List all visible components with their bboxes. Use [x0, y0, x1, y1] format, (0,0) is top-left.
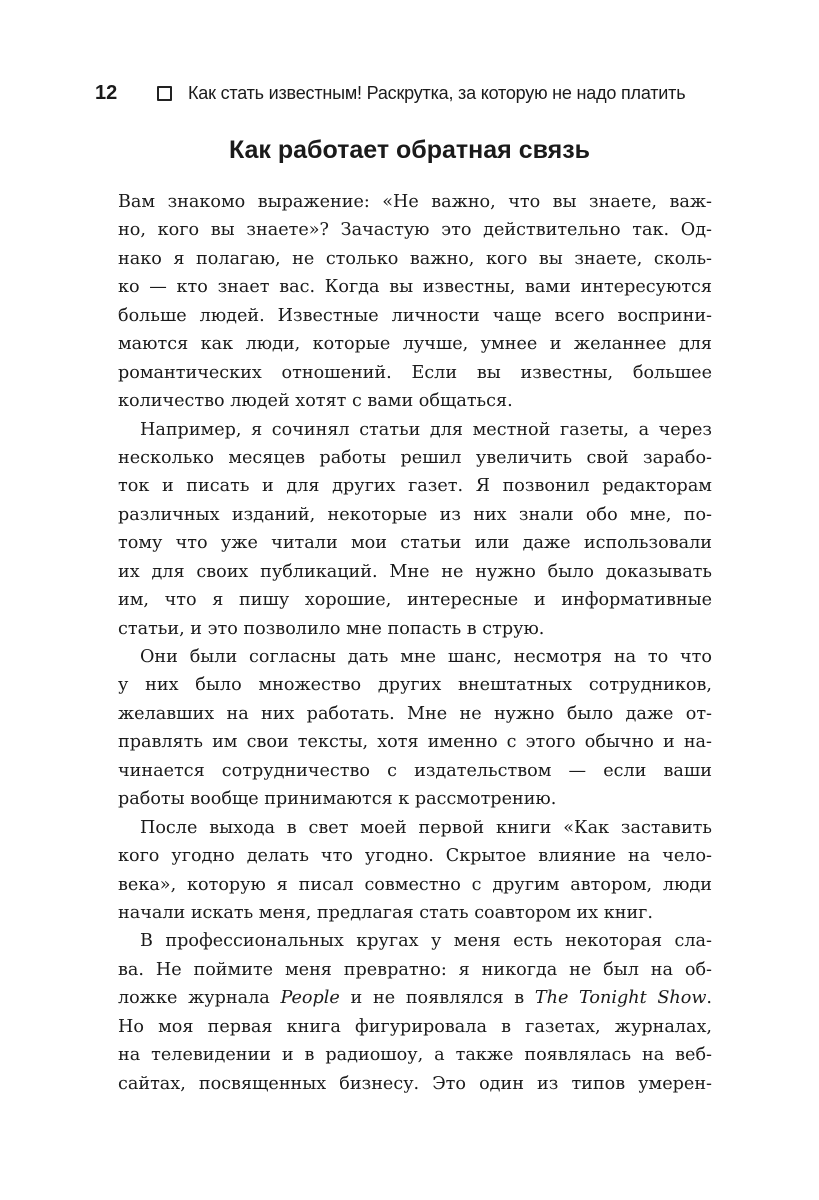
text-line: тому что уже читали мои статьи или даже использовали	[118, 533, 712, 554]
text-line: чинается сотрудничество с издательством — если ваши	[118, 760, 712, 781]
body-text	[118, 188, 712, 1098]
text-line	[118, 984, 712, 1012]
text-line: После выхода в свет моей первой книги «Как заставить	[140, 817, 712, 838]
text-line: кого угодно делать что угодно. Скрытое влияние на чело-	[118, 846, 712, 867]
text-line: Вам знакомо выражение: «Не важно, что вы знаете, важ-	[118, 192, 712, 212]
running-title: Как стать известным! Раскрутка, за которую не надо платить	[188, 82, 686, 103]
text-line: маются как люди, которые лучше, умнее и желаннее для	[118, 334, 712, 355]
text-segment: ложке журнала	[118, 988, 281, 1009]
text-line: начали искать меня, предлагая стать соавтором их книг.	[118, 902, 653, 923]
text-line: их для своих публикаций. Мне не нужно было доказывать	[118, 561, 712, 582]
text-line: количество людей хотят с вами общаться.	[118, 391, 513, 412]
text-line: романтических отношений. Если вы известны, большее	[118, 362, 712, 383]
text-line: на телевидении и в радиошоу, а также появлялась на веб-	[118, 1045, 712, 1066]
text-line: Например, я сочинял статьи для местной газеты, а через	[140, 419, 712, 440]
text-line: статьи, и это позволило мне попасть в струю.	[118, 618, 545, 639]
section-heading: Как работает обратная связь	[228, 136, 591, 164]
text-segment: .	[706, 988, 712, 1009]
italic-title: People	[280, 988, 340, 1009]
text-line: ток и писать и для других газет. Я позвонил редакторам	[118, 476, 712, 497]
italic-title: The Tonight Show	[534, 988, 707, 1009]
text-line: работы вообще принимаются к рассмотрению.	[118, 789, 557, 810]
running-header	[95, 80, 715, 106]
text-line: несколько месяцев работы решил увеличить свой зарабо-	[118, 447, 712, 468]
text-line: В профессиональных кругах у меня есть некоторая сла-	[140, 931, 712, 952]
text-line: сайтах, посвященных бизнесу. Это один из типов умерен-	[118, 1073, 712, 1094]
text-line: у них было множество других внештатных сотрудников,	[118, 675, 712, 696]
square-bullet-icon	[157, 86, 172, 101]
text-line: больше людей. Известные личности чаще всего восприни-	[118, 305, 712, 326]
text-segment: и не появлялся в	[339, 988, 535, 1009]
text-line: различных изданий, некоторые из них знали обо мне, по-	[118, 504, 712, 525]
text-line: Они были согласны дать мне шанс, несмотря на то что	[140, 647, 712, 667]
text-line: века», которую я писал совместно с другим автором, люди	[118, 874, 712, 895]
text-line: ва. Не поймите меня превратно: я никогда не был на об-	[118, 959, 712, 980]
text-line: но, кого вы знаете»? Зачастую это действительно так. Од-	[118, 220, 712, 241]
text-line: ко — кто знает вас. Когда вы известны, вами интересуются	[118, 277, 712, 298]
text-line: правлять им свои тексты, хотя именно с этого обычно и на-	[118, 732, 712, 753]
text-line: желавших на них работать. Мне не нужно было даже от-	[118, 703, 712, 724]
text-line: нако я полагаю, не столько важно, кого вы знаете, сколь-	[118, 248, 712, 269]
text-line: Но моя первая книга фигурировала в газетах, журналах,	[118, 1016, 712, 1037]
text-line: им, что я пишу хорошие, интересные и информативные	[118, 590, 712, 611]
page-number: 12	[95, 81, 118, 104]
